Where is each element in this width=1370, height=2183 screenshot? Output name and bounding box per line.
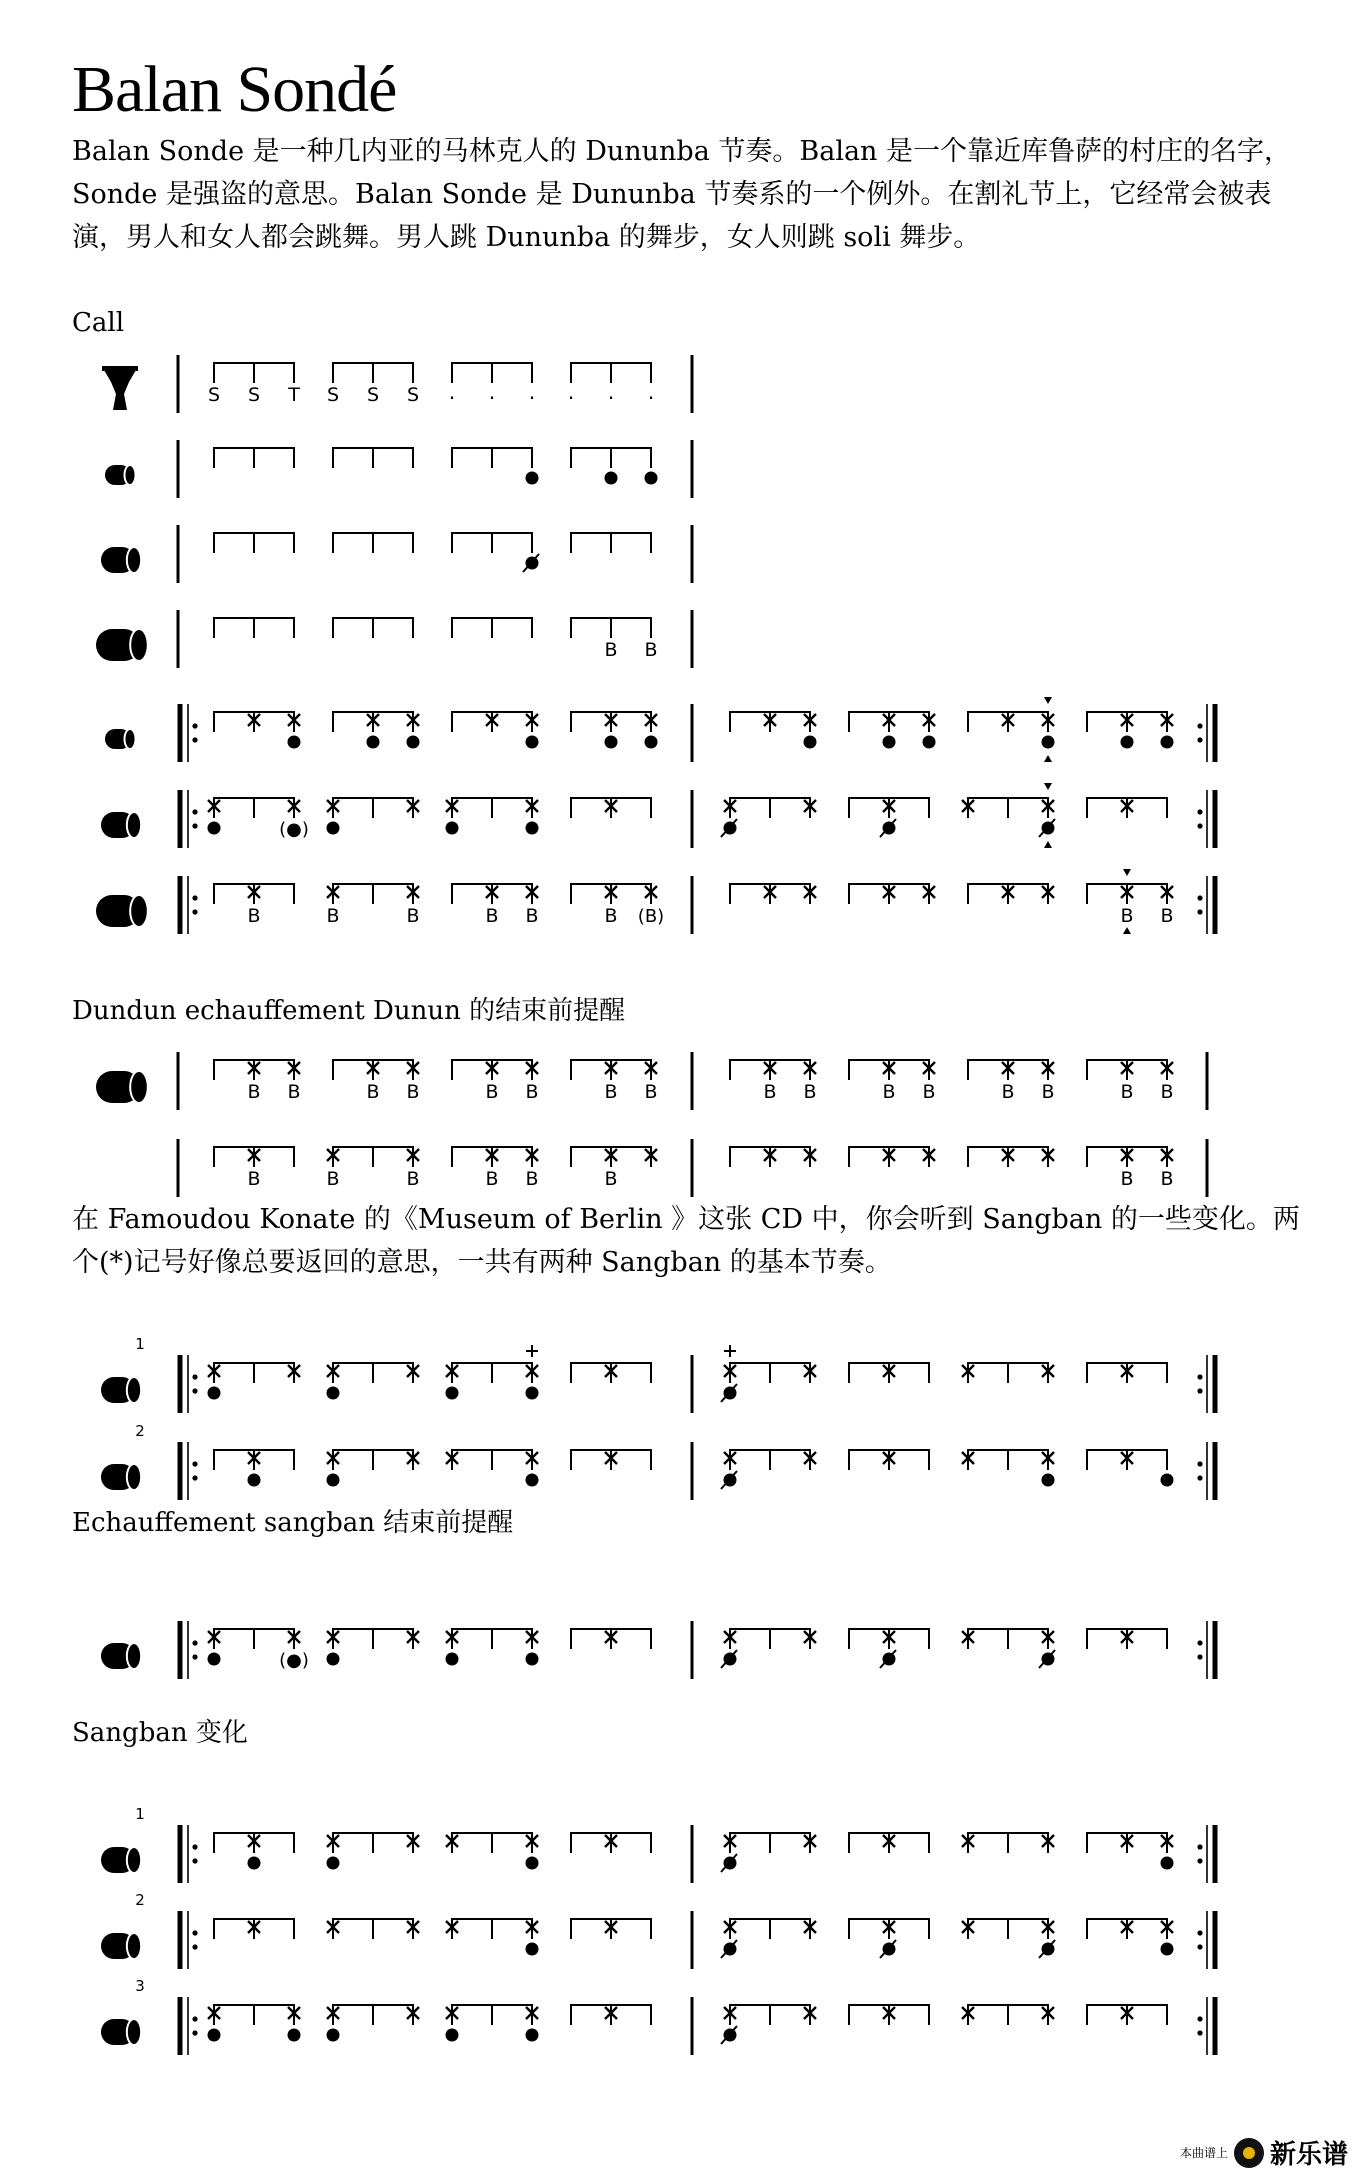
rest-dot: .	[448, 380, 456, 404]
bass-note: B	[287, 1081, 301, 1103]
staff-sangban	[101, 1335, 1215, 1413]
open-note	[208, 1653, 221, 1666]
staff-dundun	[96, 610, 692, 668]
bass-note: B	[1160, 1168, 1174, 1190]
open-note	[526, 1474, 539, 1487]
accent-mark	[1044, 755, 1052, 762]
open-note	[1161, 736, 1174, 749]
variant-number: 3	[135, 1977, 145, 1995]
bass-note: B	[882, 1081, 896, 1103]
repeat-dot	[192, 1944, 197, 1949]
open-note	[327, 822, 340, 835]
slap-note: S	[326, 384, 340, 406]
variant-number: 2	[135, 1422, 145, 1440]
bass-note: B	[644, 639, 658, 661]
open-note	[923, 736, 936, 749]
bass-note: B	[763, 1081, 777, 1103]
repeat-dot	[192, 823, 197, 828]
staff-sangban	[101, 525, 692, 583]
rest-dot: .	[567, 380, 575, 404]
repeat-dot	[192, 1475, 197, 1480]
staff-kenkeni	[105, 697, 1215, 762]
repeat-dot	[1197, 723, 1202, 728]
repeat-dot	[1197, 1388, 1202, 1393]
sangban-icon-head	[127, 1643, 141, 1669]
section-call-label: Call	[72, 308, 125, 338]
repeat-dot	[192, 737, 197, 742]
staff-dundun	[96, 869, 1215, 934]
bass-note: B	[406, 1168, 420, 1190]
djembe-rim	[102, 366, 138, 371]
staff-sangban	[101, 1621, 1215, 1679]
bass-note: B	[406, 905, 420, 927]
bass-note: B	[604, 1168, 618, 1190]
open-note	[645, 472, 658, 485]
djembe-icon	[104, 370, 136, 410]
sangban-icon-head	[127, 812, 141, 838]
repeat-dot	[192, 1374, 197, 1379]
muted-bell-note: (●)	[279, 819, 309, 840]
open-note	[288, 736, 301, 749]
open-note	[327, 1653, 340, 1666]
bass-note: B	[644, 1081, 658, 1103]
open-note	[248, 1857, 261, 1870]
accent-mark	[1044, 841, 1052, 848]
bass-note: B	[525, 905, 539, 927]
bass-note: B	[247, 1168, 261, 1190]
bass-note: B	[803, 1081, 817, 1103]
open-note	[605, 736, 618, 749]
intro-paragraph: Balan Sonde 是一种几内亚的马林克人的 Dununba 节奏。Balan 是一个靠近库鲁萨的村庄的名字，Sonde 是强盗的意思。Balan Sonde 是 Dununba 节奏系的一个例外。在割礼节上，它经常会被表演，男人和女人都会跳舞。男人跳 Dununba 的舞步，女人则跳 soli 舞步。	[72, 136, 1292, 253]
repeat-dot	[192, 1654, 197, 1659]
bass-note: B	[604, 905, 618, 927]
repeat-dot	[192, 895, 197, 900]
repeat-dot	[1197, 1944, 1202, 1949]
open-note	[367, 736, 380, 749]
record-logo-icon	[1234, 2138, 1264, 2168]
accent-mark	[1123, 927, 1131, 934]
variant-number: 1	[135, 1805, 145, 1823]
open-note	[1161, 1943, 1174, 1956]
bass-note: B	[525, 1168, 539, 1190]
repeat-dot	[192, 2030, 197, 2035]
bass-note: B	[604, 1081, 618, 1103]
bass-note: B	[1160, 905, 1174, 927]
bass-note: B	[406, 1081, 420, 1103]
accent-mark	[1044, 783, 1052, 790]
page-title: Balan Sondé	[72, 53, 397, 126]
bass-note: B	[247, 1081, 261, 1103]
bass-note: B	[1041, 1081, 1055, 1103]
repeat-dot	[1197, 2030, 1202, 2035]
muted-bell-note: (●)	[279, 1650, 309, 1671]
open-note	[1042, 736, 1055, 749]
bass-note: B	[604, 639, 618, 661]
open-note	[526, 2029, 539, 2042]
sangban-icon-head	[127, 1464, 141, 1490]
optional-bass-note: (B)	[637, 906, 665, 927]
open-note	[1161, 1474, 1174, 1487]
slap-note: S	[207, 384, 221, 406]
bass-note: B	[247, 905, 261, 927]
open-note	[327, 2029, 340, 2042]
bass-note: B	[1120, 1168, 1134, 1190]
footer	[1180, 2134, 1348, 2171]
repeat-dot	[192, 909, 197, 914]
repeat-dot	[1197, 1930, 1202, 1935]
accent-mark	[1044, 697, 1052, 704]
sangban-icon-head	[127, 547, 141, 573]
repeat-dot	[192, 1858, 197, 1863]
bass-note: B	[366, 1081, 380, 1103]
kenkeni-icon-head	[125, 465, 136, 485]
repeat-dot	[1197, 909, 1202, 914]
accent-mark	[1123, 869, 1131, 876]
staff-kenkeni	[105, 440, 692, 498]
repeat-dot	[1197, 823, 1202, 828]
sangban-icon-head	[127, 1377, 141, 1403]
open-note	[526, 472, 539, 485]
open-note	[208, 2029, 221, 2042]
staff-sangban	[101, 1422, 1215, 1500]
repeat-dot	[1197, 1461, 1202, 1466]
dundun-icon-head	[130, 629, 148, 661]
staff-sangban	[101, 783, 1215, 848]
staff-dundun	[96, 1052, 1207, 1110]
open-note	[407, 736, 420, 749]
open-note	[526, 1943, 539, 1956]
sangban-icon-head	[127, 1847, 141, 1873]
repeat-dot	[192, 1461, 197, 1466]
rest-dot: .	[488, 380, 496, 404]
staff-djembe	[102, 355, 692, 413]
repeat-dot	[192, 809, 197, 814]
open-note	[804, 736, 817, 749]
section-variation-label: Sangban 变化	[72, 1718, 248, 1748]
open-note	[526, 1653, 539, 1666]
staff-sangban	[101, 1805, 1215, 1883]
repeat-dot	[192, 1844, 197, 1849]
bass-note: B	[1160, 1081, 1174, 1103]
open-note	[1121, 736, 1134, 749]
repeat-dot	[1197, 895, 1202, 900]
repeat-dot	[1197, 1654, 1202, 1659]
repeat-dot	[1197, 2016, 1202, 2021]
sangban-note-paragraph: 在 Famoudou Konate 的《Museum of Berlin 》这张 CD 中，你会听到 Sangban 的一些变化。两个(*)记号好像总要返回的意思，一共有两种 Sangban 的基本节奏。	[72, 1204, 1300, 1278]
repeat-dot	[1197, 737, 1202, 742]
rest-dot: .	[528, 380, 536, 404]
staff-sangban	[101, 1977, 1215, 2055]
rest-dot: .	[647, 380, 655, 404]
repeat-dot	[1197, 1640, 1202, 1645]
bass-note: B	[922, 1081, 936, 1103]
bass-note: B	[485, 905, 499, 927]
repeat-dot	[1197, 1374, 1202, 1379]
repeat-dot	[192, 723, 197, 728]
repeat-dot	[1197, 1858, 1202, 1863]
sangban-icon-head	[127, 2019, 141, 2045]
repeat-dot	[192, 1640, 197, 1645]
open-note	[1042, 1474, 1055, 1487]
open-note	[446, 1387, 459, 1400]
open-note	[1161, 1857, 1174, 1870]
bass-note: B	[326, 1168, 340, 1190]
variant-number: 1	[135, 1335, 145, 1353]
slap-note: S	[406, 384, 420, 406]
open-note	[526, 736, 539, 749]
open-note	[446, 2029, 459, 2042]
section-echauffement-label: Echauffement sangban 结束前提醒	[72, 1508, 514, 1538]
open-note	[327, 1857, 340, 1870]
open-note	[208, 1387, 221, 1400]
open-note	[446, 1653, 459, 1666]
staff-dundun-continuation	[178, 1139, 1207, 1197]
bass-note: B	[1120, 1081, 1134, 1103]
repeat-dot	[192, 2016, 197, 2021]
bass-note: B	[1001, 1081, 1015, 1103]
repeat-dot	[1197, 1475, 1202, 1480]
kenkeni-icon-head	[125, 729, 136, 749]
sangban-icon-head	[127, 1933, 141, 1959]
bass-note: B	[485, 1168, 499, 1190]
staff-sangban	[101, 1891, 1215, 1969]
open-note	[288, 2029, 301, 2042]
slap-note: S	[247, 384, 261, 406]
bass-note: B	[485, 1081, 499, 1103]
open-note	[526, 822, 539, 835]
rest-dot: .	[607, 380, 615, 404]
open-note	[327, 1387, 340, 1400]
repeat-dot	[1197, 809, 1202, 814]
slap-note: S	[366, 384, 380, 406]
repeat-dot	[192, 1388, 197, 1393]
bass-note: B	[326, 905, 340, 927]
open-note	[327, 1474, 340, 1487]
open-note	[208, 822, 221, 835]
section-dundun-label: Dundun echauffement Dunun 的结束前提醒	[72, 996, 626, 1026]
bass-note: B	[1120, 905, 1134, 927]
footer-small-text: 本曲谱上	[1179, 2146, 1228, 2160]
open-note	[645, 736, 658, 749]
repeat-dot	[192, 1930, 197, 1935]
bass-note: B	[525, 1081, 539, 1103]
open-note	[883, 736, 896, 749]
open-note	[248, 1474, 261, 1487]
footer-brand: 新乐谱	[1269, 2140, 1348, 2170]
open-note	[446, 822, 459, 835]
variant-number: 2	[135, 1891, 145, 1909]
dundun-icon-head	[130, 895, 148, 927]
open-note	[605, 472, 618, 485]
tone-note: T	[288, 384, 300, 406]
open-note	[526, 1857, 539, 1870]
repeat-dot	[1197, 1844, 1202, 1849]
open-note	[526, 1387, 539, 1400]
dundun-icon-head	[130, 1071, 148, 1103]
